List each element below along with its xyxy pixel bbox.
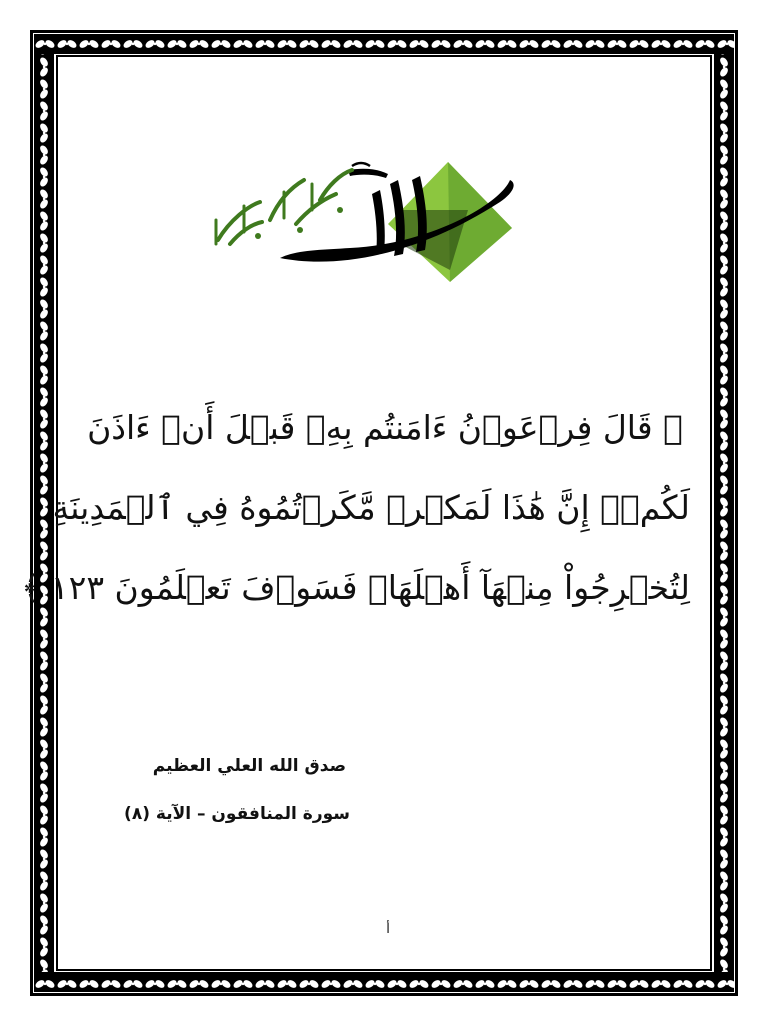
quran-verse xyxy=(21,388,690,628)
surah-reference: سورة المنافقون – الآية (٨) xyxy=(124,804,350,824)
page-number: أ xyxy=(386,922,390,937)
verse-line-2: لَكُمۡۖ إِنَّ هَٰذَا لَمَكۡرٞ مَّكَرۡتُمُوهُ فِي ٱلۡمَدِينَةِ xyxy=(52,488,690,527)
verse-line-1: ﴿ قَالَ فِرۡعَوۡنُ ءَامَنتُم بِهِۦ قَبۡلَ أَنۡ ءَاذَنَ xyxy=(87,408,683,447)
sadaq-allah-text: صدق الله العلي العظيم xyxy=(152,756,346,776)
basmala-calligraphy-icon xyxy=(200,140,540,290)
verse-line-3: لِتُخۡرِجُواْ مِنۡهَآ أَهۡلَهَاۖ فَسَوۡفَ تَعۡلَمُونَ ١٢٣ ﴾ xyxy=(21,568,690,607)
